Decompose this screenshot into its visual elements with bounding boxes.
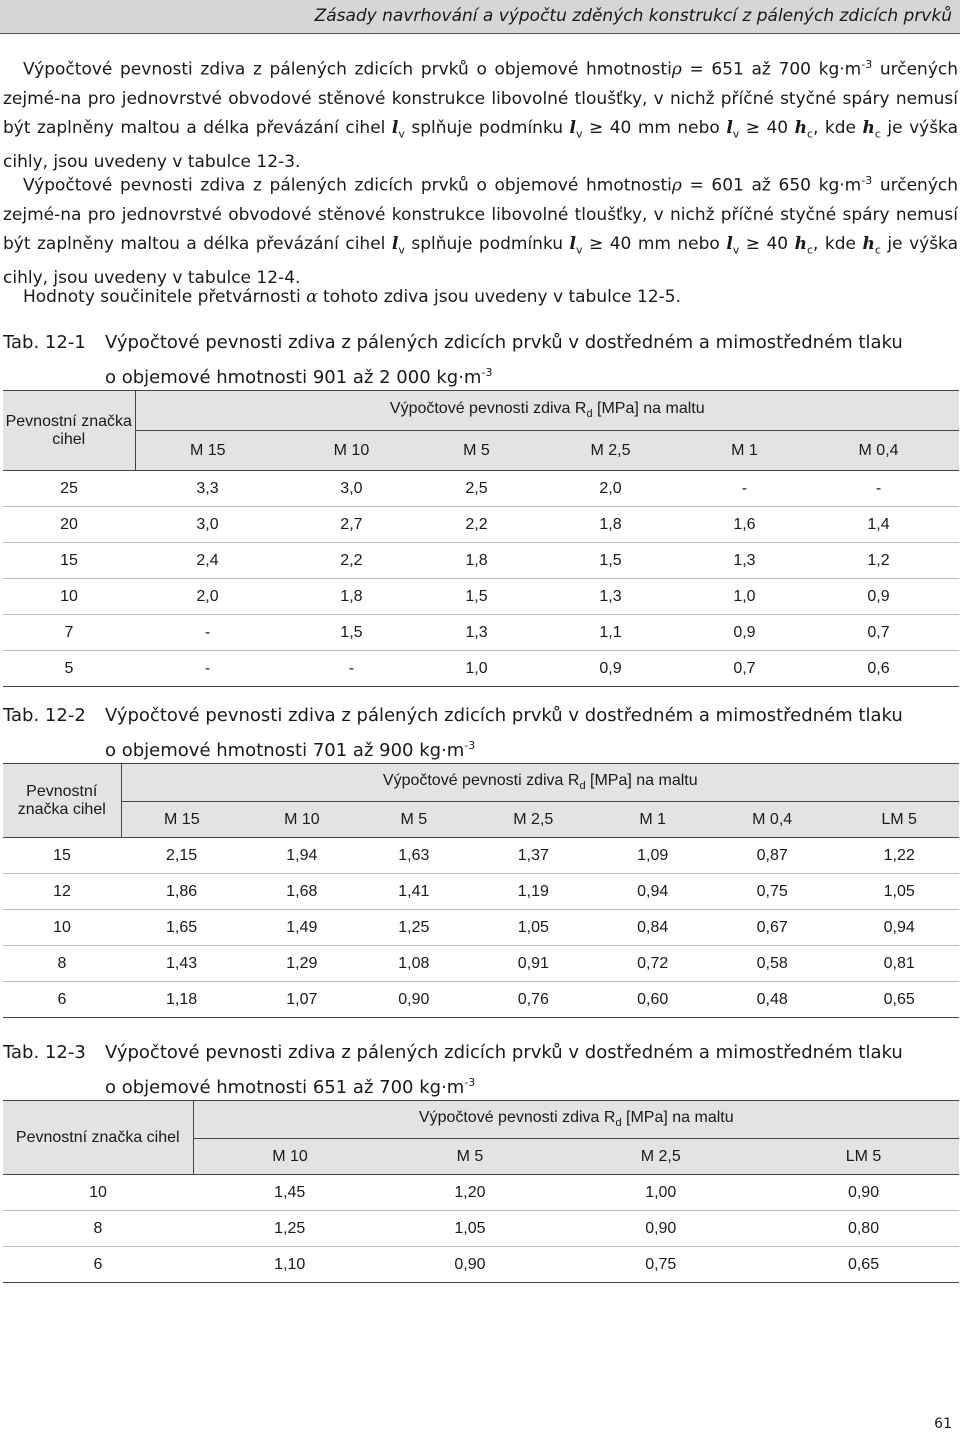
table-cell: 0,90 <box>847 1183 880 1201</box>
table-cell: 1,5 <box>340 623 363 641</box>
table-row <box>3 982 959 1018</box>
table-cell: 0,67 <box>756 918 788 936</box>
table-cell: - <box>875 479 882 497</box>
table-cell: 1,09 <box>637 846 669 864</box>
table-cell: 7 <box>64 623 74 641</box>
table-cell: 15 <box>53 846 71 864</box>
table-cell: 1,07 <box>286 990 318 1008</box>
table-cell: 1,00 <box>645 1183 677 1201</box>
table-cell: - <box>204 659 211 677</box>
paragraph-651-700: Výpočtové pevnosti zdiva z pálených zdicích prvků o objemové hmotnostiρ = 651 až 700 $kg\cdot m^{-3}$ určených zejmé-na pro jednovrstvé obvodové stěnové konstrukce libovolné tloušťky, v nichž příčné styčné spáry nemusí být zaplněny maltou a délka převázání cihel $l_v$ splňuje podmínku $l_v \ge 40$ mm nebo $l_v \ge 40$ $h_c$, kde $h_c$ je výška cihly, jsou uvedeny v tabulce 12-3. <box>3 58 959 173</box>
table-row <box>3 874 959 910</box>
table-cell: 0,84 <box>637 918 669 936</box>
table-cell: 1,49 <box>286 918 318 936</box>
header-cell: M 15 <box>164 810 200 828</box>
table-row <box>3 543 959 579</box>
table-cell: 1,65 <box>165 918 198 936</box>
table-cell: 1,1 <box>599 623 622 641</box>
table-cell: 1,63 <box>398 846 430 864</box>
table-cell: 2,0 <box>599 479 622 497</box>
table-row <box>3 507 959 543</box>
table-cell: 0,65 <box>847 1255 880 1273</box>
header-cell: M 5 <box>400 810 428 828</box>
table-cell: 15 <box>60 551 78 569</box>
header-cell: LM 5 <box>845 1147 882 1165</box>
table-cell: 1,3 <box>599 587 622 605</box>
page-number: 61 <box>934 1416 952 1432</box>
table-row <box>3 946 959 982</box>
table-cell: 6 <box>57 990 67 1008</box>
header-cell: M 0,4 <box>858 441 899 459</box>
table-title-line2: o objemové hmotnosti 701 až 900 $kg\cdot m^{-3}$ <box>105 739 476 761</box>
table-cell: 0,9 <box>599 659 622 677</box>
table-cell: 0,48 <box>756 990 788 1008</box>
table-cell: 1,05 <box>883 882 915 900</box>
table-cell: 3,0 <box>196 515 219 533</box>
table-cell: 3,3 <box>196 479 219 497</box>
header-cell: M 1 <box>639 810 667 828</box>
table-cell: 1,05 <box>454 1219 486 1237</box>
table-cell: 5 <box>64 659 74 677</box>
table-cell: 0,87 <box>756 846 788 864</box>
table-cell: 1,8 <box>465 551 488 569</box>
table-cell: 0,7 <box>733 659 756 677</box>
table-cell: 0,72 <box>637 954 669 972</box>
table-cell: 0,58 <box>756 954 788 972</box>
table-cell: 1,2 <box>867 551 890 569</box>
table-cell: 1,10 <box>274 1255 306 1273</box>
table-cell: 3,0 <box>340 479 363 497</box>
table-cell: 0,80 <box>847 1219 880 1237</box>
header-cell: Pevnostní značka cihel <box>3 391 135 471</box>
header-cell: M 5 <box>463 441 490 459</box>
header-cell: M 10 <box>333 441 370 459</box>
table-cell: 1,45 <box>274 1183 306 1201</box>
header-cell: M 15 <box>189 441 226 459</box>
table-12-1 <box>3 390 959 687</box>
table-cell: 1,25 <box>398 918 430 936</box>
table-cell: 2,7 <box>340 515 363 533</box>
table-cell: 10 <box>53 918 71 936</box>
table-cell: 2,4 <box>196 551 219 569</box>
header-cell: M 10 <box>284 810 320 828</box>
header-cell: M 2,5 <box>513 810 554 828</box>
table-cell: 0,60 <box>637 990 669 1008</box>
table-cell: 0,7 <box>867 623 890 641</box>
header-cell: Pevnostní značka cihel <box>3 1101 193 1175</box>
header-cell: M 0,4 <box>752 810 793 828</box>
table-label: Tab. 12-2 <box>3 705 86 726</box>
table-cell: 0,65 <box>883 990 915 1008</box>
table-label: Tab. 12-1 <box>3 332 86 353</box>
table-cell: - <box>741 479 748 497</box>
table-row <box>3 1175 959 1211</box>
table-cell: 0,6 <box>867 659 890 677</box>
paragraph-601-650: Výpočtové pevnosti zdiva z pálených zdicích prvků o objemové hmotnostiρ = 601 až 650 $kg\cdot m^{-3}$ určených zejmé-na pro jednovrstvé obvodové stěnové konstrukce libovolné tloušťky, v nichž příčné styčné spáry nemusí být zaplněny maltou a délka převázání cihel $l_v$ splňuje podmínku $l_v \ge 40$ mm nebo $l_v \ge 40$ $h_c$, kde $h_c$ je výška cihly, jsou uvedeny v tabulce 12-4. <box>3 174 959 289</box>
table-cell: 10 <box>60 587 78 605</box>
table-cell: 8 <box>93 1219 103 1237</box>
table-cell: 10 <box>89 1183 107 1201</box>
table-row <box>3 579 959 615</box>
header-cell: Pevnostní značka cihel <box>3 764 121 838</box>
table-label: Tab. 12-3 <box>3 1042 86 1063</box>
table-cell: 8 <box>57 954 67 972</box>
table-cell: 1,0 <box>733 587 756 605</box>
table-12-3 <box>3 1100 959 1283</box>
table-cell: 2,5 <box>465 479 488 497</box>
table-cell: 1,4 <box>867 515 890 533</box>
table-cell: 1,0 <box>465 659 488 677</box>
table-cell: 0,81 <box>883 954 915 972</box>
table-row <box>3 1211 959 1247</box>
header-cell: LM 5 <box>881 810 917 828</box>
table-cell: 1,19 <box>517 882 549 900</box>
table-cell: 1,29 <box>286 954 318 972</box>
table-cell: 1,6 <box>733 515 756 533</box>
table-cell: 2,2 <box>465 515 488 533</box>
group-header: Výpočtové pevnosti zdiva $R_d$ [MPa] na maltu <box>135 391 959 431</box>
table-cell: 12 <box>53 882 71 900</box>
header-cell: M 10 <box>272 1147 308 1165</box>
table-row <box>3 910 959 946</box>
table-cell: 1,22 <box>883 846 915 864</box>
table-cell: 20 <box>60 515 78 533</box>
table-title-line1: Výpočtové pevnosti zdiva z pálených zdicích prvků v dostředném a mimostředném tlaku <box>105 332 903 353</box>
table-cell: 1,5 <box>465 587 488 605</box>
table-cell: 1,05 <box>517 918 549 936</box>
table-row <box>3 615 959 651</box>
table-cell: 0,9 <box>867 587 890 605</box>
table-cell: 1,43 <box>165 954 198 972</box>
table-cell: 1,18 <box>165 990 198 1008</box>
table-cell: 1,20 <box>454 1183 486 1201</box>
table-cell: 1,94 <box>286 846 318 864</box>
table-cell: 0,9 <box>733 623 756 641</box>
header-cell: M 5 <box>456 1147 484 1165</box>
group-header: Výpočtové pevnosti zdiva $R_d$ [MPa] na maltu <box>121 764 959 802</box>
table-cell: 1,08 <box>398 954 430 972</box>
table-cell: 0,90 <box>454 1255 486 1273</box>
table-12-2 <box>3 763 959 1018</box>
table-cell: 1,3 <box>733 551 756 569</box>
table-title-line1: Výpočtové pevnosti zdiva z pálených zdicích prvků v dostředném a mimostředném tlaku <box>105 1042 903 1063</box>
table-cell: 1,37 <box>517 846 549 864</box>
table-cell: 1,8 <box>599 515 622 533</box>
table-cell: 1,86 <box>165 882 198 900</box>
header-cell: M 2,5 <box>590 441 631 459</box>
table-cell: 0,76 <box>517 990 549 1008</box>
table-cell: 1,8 <box>340 587 363 605</box>
table-row <box>3 651 959 687</box>
table-cell: 0,90 <box>398 990 430 1008</box>
group-header: Výpočtové pevnosti zdiva $R_d$ [MPa] na maltu <box>193 1101 959 1139</box>
table-cell: - <box>204 623 211 641</box>
table-title-line1: Výpočtové pevnosti zdiva z pálených zdicích prvků v dostředném a mimostředném tlaku <box>105 705 903 726</box>
table-cell: 0,94 <box>637 882 669 900</box>
table-row <box>3 838 959 874</box>
table-cell: 2,15 <box>165 846 198 864</box>
table-row <box>3 1247 959 1283</box>
table-row <box>3 471 959 507</box>
header-title: Zásady navrhování a výpočtu zděných konstrukcí z pálených zdicích prvků <box>314 6 952 26</box>
table-cell: 1,5 <box>599 551 622 569</box>
table-cell: 1,25 <box>274 1219 306 1237</box>
table-cell: 25 <box>60 479 78 497</box>
table-cell: 0,91 <box>517 954 549 972</box>
paragraph-alpha: Hodnoty součinitele přetvárnosti α tohoto zdiva jsou uvedeny v tabulce 12-5. <box>23 287 682 307</box>
table-cell: 1,3 <box>465 623 488 641</box>
table-cell: 1,68 <box>286 882 318 900</box>
header-cell: M 2,5 <box>640 1147 681 1165</box>
table-cell: - <box>348 659 355 677</box>
table-title-line2: o objemové hmotnosti 901 až 2 000 $kg\cdot m^{-3}$ <box>105 366 493 388</box>
table-title-line2: o objemové hmotnosti 651 až 700 $kg\cdot m^{-3}$ <box>105 1076 476 1098</box>
table-cell: 0,75 <box>645 1255 677 1273</box>
header-cell: M 1 <box>731 441 758 459</box>
running-header <box>0 0 960 34</box>
table-cell: 0,94 <box>883 918 915 936</box>
table-cell: 6 <box>93 1255 103 1273</box>
table-cell: 1,41 <box>398 882 430 900</box>
table-cell: 0,75 <box>756 882 788 900</box>
table-cell: 2,2 <box>340 551 363 569</box>
table-cell: 2,0 <box>196 587 219 605</box>
table-cell: 0,90 <box>645 1219 677 1237</box>
